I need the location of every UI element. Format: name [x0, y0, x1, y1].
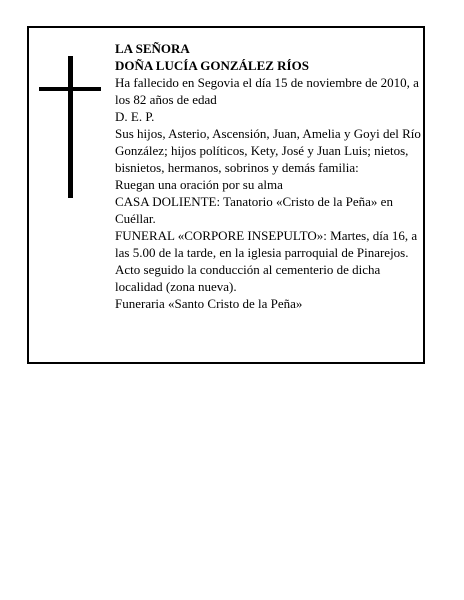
- notice-title-line1: LA SEÑORA: [115, 41, 190, 56]
- notice-passing: Ha fallecido en Segovia el día 15 de noviembre de 2010, a los 82 años de edad: [115, 75, 419, 107]
- notice-casa-doliente: CASA DOLIENTE: Tanatorio «Cristo de la Peña» en Cuéllar.: [115, 194, 393, 226]
- notice-dep: D. E. P.: [115, 109, 155, 124]
- notice-funeraria: Funeraria «Santo Cristo de la Peña»: [115, 296, 303, 311]
- notice-funeral: FUNERAL «CORPORE INSEPULTO»: Martes, día 16, a las 5.00 de la tarde, en la iglesia parroquial de Pinarejos. Acto seguido la conducción al cementerio de dicha localidad (zona nueva).: [115, 228, 418, 294]
- obituary-notice: [27, 26, 425, 364]
- notice-request: Ruegan una oración por su alma: [115, 177, 283, 192]
- cross-vertical-bar: [68, 56, 73, 198]
- cross-horizontal-bar: [39, 87, 101, 91]
- notice-family: Sus hijos, Asterio, Ascensión, Juan, Amelia y Goyi del Río González; hijos políticos, Kety, José y Juan Luis; nietos, bisnietos, hermanos, sobrinos y demás familia:: [115, 126, 421, 175]
- notice-title-name: DOÑA LUCÍA GONZÁLEZ RÍOS: [115, 58, 309, 73]
- notice-text: [115, 40, 427, 312]
